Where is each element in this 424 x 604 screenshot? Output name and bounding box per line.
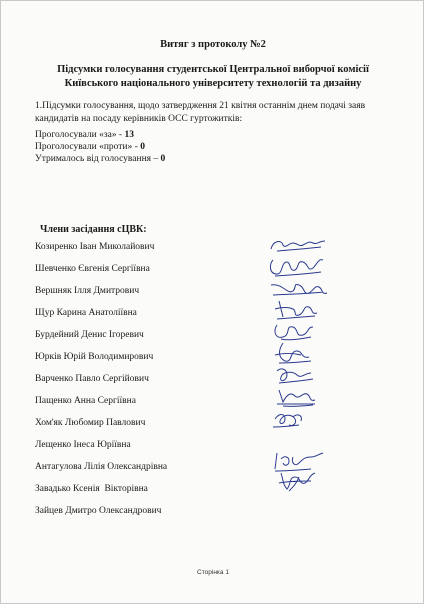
members-title: Члени засідання сЦВК: <box>40 224 147 235</box>
member-name: Шевченко Євгенія Сергіївна <box>35 264 150 274</box>
signature <box>263 341 333 365</box>
vote-abstain-value: 0 <box>160 154 166 164</box>
member-name: Антагулова Лілія Олександрівна <box>35 462 168 472</box>
vote-against-label: Проголосували «проти» - <box>35 142 141 152</box>
signature <box>263 469 333 493</box>
signature <box>263 384 333 408</box>
vote-for-label: Проголосували «за» - <box>35 130 125 140</box>
member-name: Зайцев Дмитро Олександрович <box>35 506 162 516</box>
member-name: Лещенко Інеса Юріївна <box>35 440 131 450</box>
resolution-paragraph: 1.Підсумки голосування, щодо затвердження 21 квітня останнім днем подачі заяв кандидатів на посаду керівників ОСС гуртожитків: <box>35 101 366 124</box>
vote-against-value: 0 <box>140 142 145 152</box>
document-heading: Підсумки голосування студентської Центральної виборчої комісії Київського національного університету технологій та дизайну <box>57 64 369 89</box>
signature <box>263 254 333 278</box>
vote-against <box>35 141 145 153</box>
member-name: Юрків Юрій Володимирович <box>35 352 154 362</box>
member-name: Пащенко Анна Сергіївна <box>35 396 136 406</box>
member-name: Завадько Ксенія Вікторівна <box>35 484 148 494</box>
member-name: Хом'як Любомир Павлович <box>35 418 146 428</box>
vote-for <box>35 129 134 141</box>
document-title: Витяг з протоколу №2 <box>160 39 266 50</box>
page-number: Сторінка 1 <box>197 569 229 576</box>
member-name: Бурдейний Денис Ігоревич <box>35 330 144 340</box>
member-name: Варченко Павло Сергійович <box>35 374 149 384</box>
member-name: Козиренко Іван Миколайович <box>35 242 155 252</box>
signature <box>263 319 333 343</box>
member-name: Щур Карина Анатоліївна <box>35 308 137 318</box>
signature <box>263 297 333 321</box>
signature <box>263 407 333 431</box>
vote-abstain-label: Утрималось від голосування – <box>35 154 161 164</box>
member-name: Вершняк Ілля Дмитрович <box>35 286 140 296</box>
vote-abstain <box>35 153 165 165</box>
vote-for-value: 13 <box>124 130 134 140</box>
